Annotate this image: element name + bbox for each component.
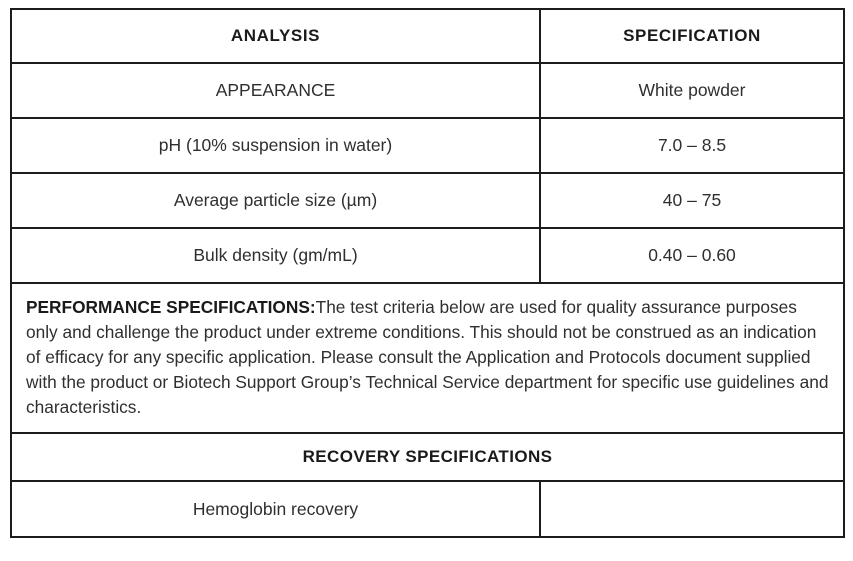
cell-analysis: APPEARANCE: [11, 63, 540, 118]
table-row: [11, 63, 844, 118]
performance-specifications-row: [11, 283, 844, 433]
table-header-row: [11, 9, 844, 63]
cell-analysis: Average particle size (µm): [11, 173, 540, 228]
recovery-specifications-header-row: [11, 433, 844, 481]
cell-analysis: Hemoglobin recovery: [11, 481, 540, 537]
performance-specifications-cell: [11, 283, 844, 433]
cell-specification: 7.0 – 8.5: [540, 118, 844, 173]
cell-specification: [540, 481, 844, 537]
cell-analysis: pH (10% suspension in water): [11, 118, 540, 173]
column-header-analysis: ANALYSIS: [11, 9, 540, 63]
cell-analysis: Bulk density (gm/mL): [11, 228, 540, 283]
cell-specification: 0.40 – 0.60: [540, 228, 844, 283]
recovery-specifications-header: RECOVERY SPECIFICATIONS: [11, 433, 844, 481]
performance-specifications-text: The test criteria below are used for quality assurance purposes only and challenge the product under extreme conditions. This should not be construed as an indication of efficacy for any specific application. Please consult the Application and Protocols document supplied with the product or Biotech Support Group’s Technical Service department for specific use guidelines and characteristics.: [26, 297, 829, 418]
cell-specification: 40 – 75: [540, 173, 844, 228]
cell-specification: White powder: [540, 63, 844, 118]
table-row: [11, 481, 844, 537]
performance-specifications-label: PERFORMANCE SPECIFICATIONS:: [26, 297, 316, 317]
specification-table: [10, 8, 845, 538]
table-row: [11, 228, 844, 283]
column-header-specification: SPECIFICATION: [540, 9, 844, 63]
table-row: [11, 173, 844, 228]
table-row: [11, 118, 844, 173]
